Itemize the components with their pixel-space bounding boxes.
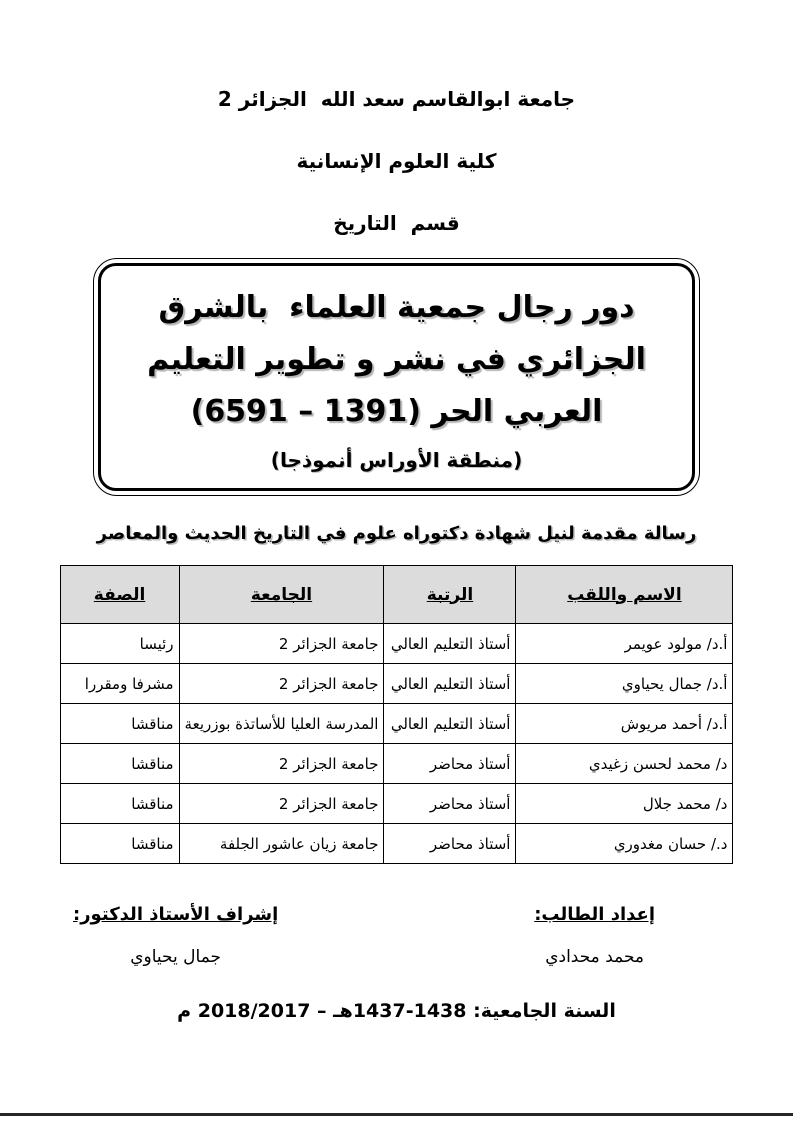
student-name: محمد محدادي: [545, 947, 645, 967]
jury-cell-rank: أستاذ التعليم العالي: [384, 624, 516, 664]
jury-cell-role: مناقشا: [60, 704, 179, 744]
thesis-subtitle: (منطقة الأوراس أنموذجا): [270, 448, 523, 472]
column-header-name: الاسم واللقب: [516, 566, 733, 624]
jury-cell-rank: أستاذ محاضر: [384, 784, 516, 824]
jury-cell-role: مناقشا: [60, 784, 179, 824]
column-header-role: الصفة: [60, 566, 179, 624]
jury-row: [60, 704, 733, 744]
thesis-statement: رسالة مقدمة لنيل شهادة دكتوراه علوم في التاريخ الحديث والمعاصر: [96, 523, 697, 544]
column-header-rank: الرتبة: [384, 566, 516, 624]
university-name: جامعة ابوالقاسم سعد الله الجزائر 2: [217, 87, 576, 111]
supervisor-name: جمال يحياوي: [130, 947, 222, 967]
thesis-title-box: [93, 258, 700, 496]
bottom-rule: [0, 1113, 793, 1116]
student-label: إعداد الطالب:: [534, 904, 655, 925]
jury-cell-name: أ.د/ جمال يحياوي: [516, 664, 733, 704]
jury-cell-role: مناقشا: [60, 824, 179, 864]
jury-cell-university: جامعة الجزائر 2: [179, 784, 384, 824]
academic-year: السنة الجامعية: 1438-1437هـ – 2018/2017 م: [177, 1000, 616, 1022]
faculty-name: كلية العلوم الإنسانية: [296, 149, 497, 173]
jury-cell-rank: أستاذ التعليم العالي: [384, 664, 516, 704]
student-block: [534, 904, 655, 967]
jury-cell-name: د/ محمد جلال: [516, 784, 733, 824]
jury-cell-name: أ.د/ مولود عويمر: [516, 624, 733, 664]
jury-row: [60, 664, 733, 704]
jury-cell-role: مناقشا: [60, 744, 179, 784]
department-name: قسم التاريخ: [333, 211, 460, 235]
jury-cell-university: جامعة الجزائر 2: [179, 664, 384, 704]
jury-cell-rank: أستاذ التعليم العالي: [384, 704, 516, 744]
jury-row: [60, 824, 733, 864]
jury-row: [60, 784, 733, 824]
jury-cell-rank: أستاذ محاضر: [384, 824, 516, 864]
jury-cell-name: د./ حسان مغدوري: [516, 824, 733, 864]
jury-table: [60, 565, 734, 864]
thesis-title-line-2: الجزائري في نشر و تطوير التعليم: [147, 342, 646, 377]
jury-row: [60, 624, 733, 664]
jury-cell-role: مشرفا ومقررا: [60, 664, 179, 704]
column-header-university: الجامعة: [179, 566, 384, 624]
jury-cell-university: المدرسة العليا للأساتذة بوزريعة: [179, 704, 384, 744]
thesis-title-line-1: دور رجال جمعية العلماء بالشرق: [158, 290, 635, 325]
supervisor-block: [73, 904, 278, 967]
jury-row: [60, 744, 733, 784]
jury-cell-rank: أستاذ محاضر: [384, 744, 516, 784]
jury-cell-university: جامعة زيان عاشور الجلفة: [179, 824, 384, 864]
jury-cell-university: جامعة الجزائر 2: [179, 744, 384, 784]
jury-cell-role: رئيسا: [60, 624, 179, 664]
thesis-title-line-3: العربي الحر (1391 – 6591): [190, 394, 603, 429]
jury-cell-name: د/ محمد لحسن زغيدي: [516, 744, 733, 784]
thesis-title-box-inner: [98, 263, 695, 491]
jury-cell-name: أ.د/ أحمد مريوش: [516, 704, 733, 744]
preparation-row: [0, 904, 793, 967]
institution-header: [0, 0, 793, 236]
jury-table-header-row: [60, 566, 733, 624]
supervisor-label: إشراف الأستاذ الدكتور:: [73, 904, 279, 925]
jury-cell-university: جامعة الجزائر 2: [179, 624, 384, 664]
